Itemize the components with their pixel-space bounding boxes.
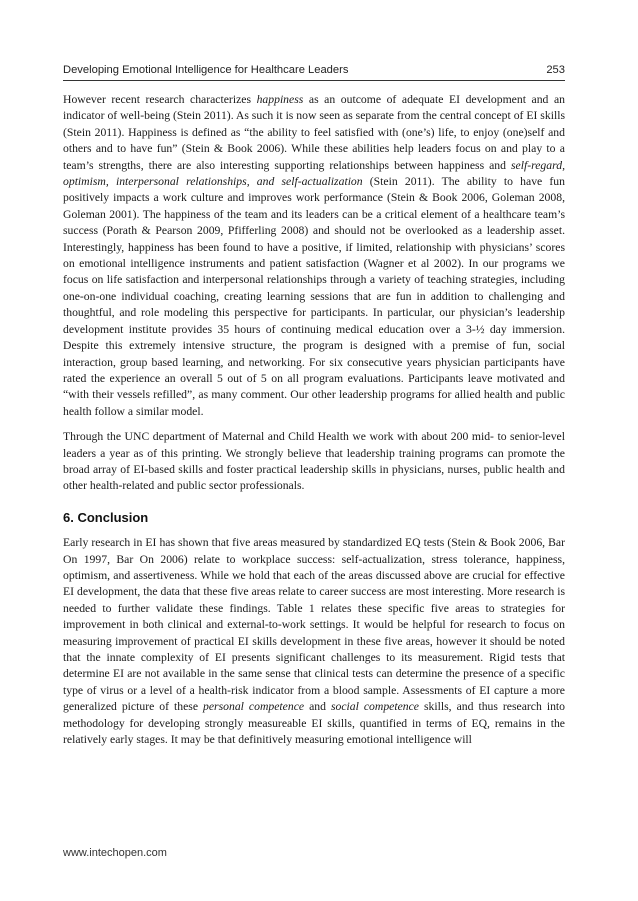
header-title: Developing Emotional Intelligence for Healthcare Leaders [63, 64, 349, 76]
term-eq-subscales: self-regard, optimism, interpersonal relationships, and self-actualization [63, 158, 565, 189]
section-heading: 6. Conclusion [63, 509, 149, 525]
paragraph-happiness: However recent research characterizes happiness as an outcome of adequate EI development and an indicator of well-being (Stein 2011). As such it is now seen as separate from the central concept of EI skills (Stein 2011). Happiness is defined as “the ability to feel satisfied with (one’s) life, to enjoy (one)self and others and to have fun” (Stein & Book 2006). While these abilities help leaders focus on and play to a team’s strengths, there are also interesting supporting relationships between happiness and self-regard, optimism, interpersonal relationships, and self-actualization (Stein 2011). The ability to have fun positively impacts a work culture and improves work performance (Stein & Book 2006, Goleman 2008, Goleman 2001). The happiness of the team and its leaders can be a critical element of a healthcare team’s success (Porath & Pearson 2009, Pfifferling 2008) and should not be overlooked as a leadership asset. Interestingly, happiness has been found to have a positive, if limited, relationship with physicians’ scores on emotional intelligence instruments and patient satisfaction (Wagner et al 2002). In our programs we focus on life satisfaction and interpersonal relationships through a variety of teaching strategies, including one-on-one individual coaching, creating learning sessions that are fun in addition to challenging and thoughtful, and role modeling this perspective for participants. In particular, our physician’s leadership development institute provides 35 hours of continuing medical education over a 3-½ day immersion. Despite this extremely intensive structure, the program is designed with a premise of fun, social interaction, group based learning, and networking. For six consecutive years physician participants have rated the experience an overall 5 out of 5 on all program evaluations. Participants leave motivated and “with their vessels refilled”, as many comment. Our other leadership programs for allied health and public health follow a similar model. [63, 93, 565, 418]
running-header [63, 64, 565, 81]
body-text [63, 92, 565, 748]
paragraph-conclusion: Early research in EI has shown that five areas measured by standardized EQ tests (Stein & Book 2006, Bar On 1997, Bar On 2006) relate to workplace success: self-actualization, stress tolerance, happiness, optimism, and assertiveness. While we hold that each of the areas discussed above are crucial for effective EI development, the data that these five areas relate to career success are most interesting. More research is needed to further validate these findings. Table 1 relates these specific five areas to strategies for improvement in both clinical and external-to-work settings. It would be helpful for research to focus on measuring improvement of practical EI skills development in these five areas, however it should be noted that the innate complexity of EI presents significant challenges to its measurement. Rigid tests that determine EI are not available in the same sense that clinical tests can determine the presence of a specific type of virus or a level of a health-risk indicator from a blood sample. Assessments of EI capture a more generalized picture of these personal competence and social competence skills, and thus research into methodology for developing strongly measureable EI skills, quantified in terms of EQ, remains in the relatively early stages. It may be that definitively measuring emotional intelligence will [63, 536, 566, 747]
term-happiness: happiness [256, 93, 304, 106]
footer-url[interactable]: www.intechopen.com [63, 847, 167, 859]
page-number: 253 [546, 64, 565, 76]
paragraph-unc: Through the UNC department of Maternal and Child Health we work with about 200 mid- to senior-level leaders a year as of this printing. We strongly believe that leadership training programs can promote the broad array of EI-based skills and foster practical leadership skills in physicians, nurses, public health and other health-related and public sector professionals. [63, 430, 565, 493]
term-social-competence: social competence [330, 700, 419, 714]
term-personal-competence: personal competence [203, 700, 305, 714]
